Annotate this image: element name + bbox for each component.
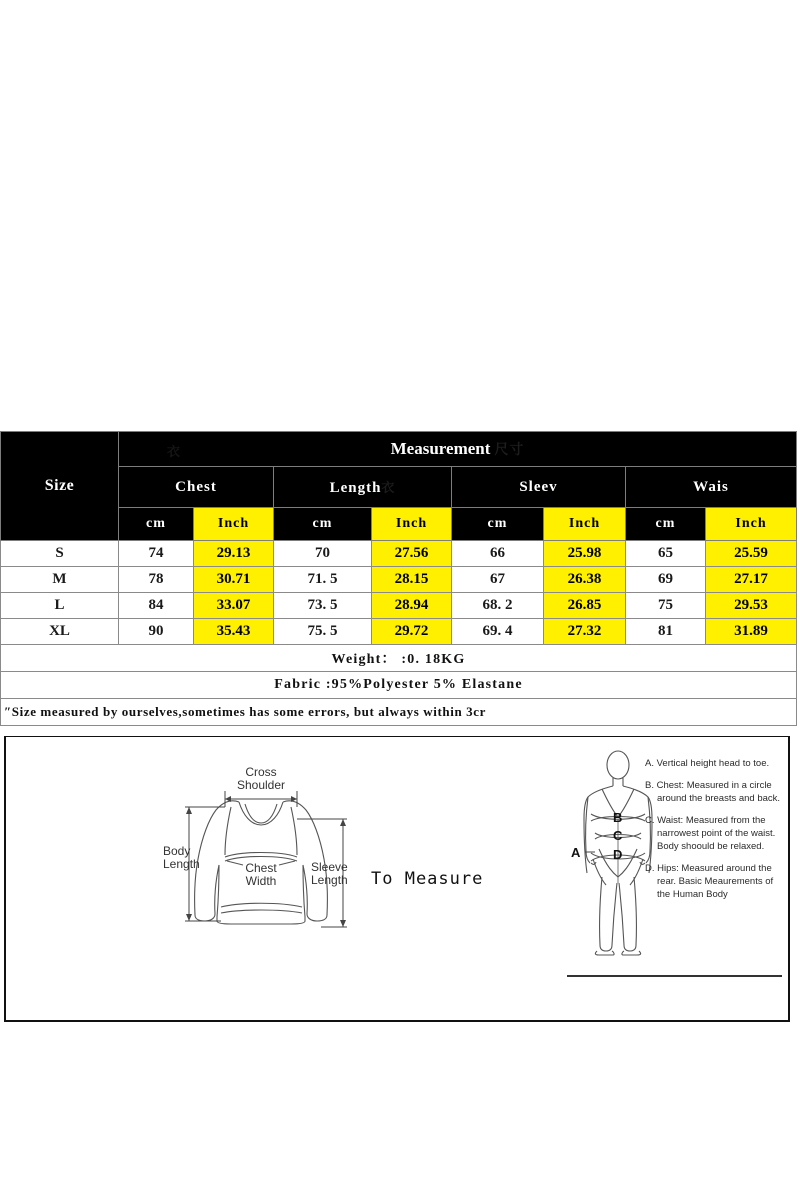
header-group-length (274, 467, 452, 508)
body-measurement-legend (645, 757, 785, 901)
legend-item-d: D. Hips: Measured around the rear. Basic Meaurements of the Human Body (645, 863, 774, 900)
cell-sleeve-inch: 26.38 (544, 567, 626, 593)
cell-chest-inch: 30.71 (194, 567, 274, 593)
table-header-row-groups (1, 467, 797, 508)
measurement-guide-panel (4, 736, 790, 1022)
label-sleeve-length-line2: Length (311, 873, 348, 887)
cell-length-cm: 71. 5 (274, 567, 372, 593)
cell-chest-cm: 84 (119, 593, 194, 619)
header-group-chest-label: Chest (175, 478, 217, 495)
cell-size: L (1, 593, 119, 619)
cell-waist-cm: 65 (626, 541, 706, 567)
disclaimer-row (1, 699, 797, 726)
header-unit-sleeve-inch: Inch (544, 508, 626, 541)
body-marker-a: A (571, 845, 581, 860)
header-unit-waist-inch: Inch (706, 508, 797, 541)
label-sleeve-length-line1: Sleeve (311, 860, 348, 874)
label-cross-shoulder-line1: Cross (245, 765, 277, 779)
table-row (1, 567, 797, 593)
cell-length-cm: 73. 5 (274, 593, 372, 619)
header-size: Size (1, 432, 119, 541)
label-chest-width-line2: Width (245, 874, 277, 888)
cell-waist-inch: 27.17 (706, 567, 797, 593)
header-unit-waist-cm: cm (626, 508, 706, 541)
header-unit-sleeve-cm: cm (452, 508, 544, 541)
table-row (1, 619, 797, 645)
cell-chest-cm: 90 (119, 619, 194, 645)
cell-sleeve-inch: 26.85 (544, 593, 626, 619)
size-chart-table-container (0, 431, 796, 726)
cell-chest-inch: 33.07 (194, 593, 274, 619)
cell-length-cm: 70 (274, 541, 372, 567)
cell-size: M (1, 567, 119, 593)
body-marker-c: C (613, 828, 623, 843)
disclaimer-text: ″Size measured by ourselves,sometimes has some errors, but always within 3cr (1, 699, 797, 726)
cell-waist-inch: 31.89 (706, 619, 797, 645)
size-chart-table (0, 431, 797, 726)
cell-sleeve-inch: 27.32 (544, 619, 626, 645)
to-measure-caption: To Measure (371, 869, 484, 889)
cell-chest-cm: 74 (119, 541, 194, 567)
label-body-length-line2: Length (163, 857, 200, 871)
header-group-chest (119, 467, 274, 508)
cell-sleeve-cm: 66 (452, 541, 544, 567)
label-chest-width-line1: Chest (245, 861, 277, 875)
cell-waist-cm: 69 (626, 567, 706, 593)
body-panel-baseline (567, 975, 782, 977)
cell-sleeve-cm: 68. 2 (452, 593, 544, 619)
cell-length-inch: 28.15 (372, 567, 452, 593)
cell-waist-inch: 29.53 (706, 593, 797, 619)
cell-length-inch: 29.72 (372, 619, 452, 645)
header-unit-length-inch: Inch (372, 508, 452, 541)
measurement-label: Measurement (390, 439, 491, 458)
cell-length-cm: 75. 5 (274, 619, 372, 645)
measurement-label-faint: 尺寸 (494, 442, 525, 458)
garment-measurement-diagram (161, 755, 361, 955)
cell-length-inch: 28.94 (372, 593, 452, 619)
body-marker-b: B (613, 810, 623, 825)
cell-length-inch: 27.56 (372, 541, 452, 567)
human-body-reference (563, 743, 789, 988)
header-group-waist (626, 467, 797, 508)
header-group-length-faint: 衣 (381, 480, 396, 495)
cell-waist-inch: 25.59 (706, 541, 797, 567)
header-unit-length-cm: cm (274, 508, 372, 541)
cell-chest-cm: 78 (119, 567, 194, 593)
legend-item-c: C. Waist: Measured from the narrowest point of the waist. Body shoould be relaxed. (645, 815, 776, 852)
legend-item-a: A. Vertical height head to toe. (645, 758, 770, 769)
cell-size: S (1, 541, 119, 567)
label-body-length-line1: Body (163, 844, 191, 858)
table-header-row-units (1, 508, 797, 541)
header-unit-chest-inch: Inch (194, 508, 274, 541)
measurement-ghost-char: 衣 (167, 445, 181, 460)
header-group-length-label: Length (329, 480, 382, 496)
fabric-text: Fabric :95%Polyester 5% Elastane (1, 672, 797, 699)
legend-item-b: B. Chest: Measured in a circle around the breasts and back. (645, 780, 781, 804)
table-row (1, 593, 797, 619)
cell-chest-inch: 29.13 (194, 541, 274, 567)
header-unit-chest-cm: cm (119, 508, 194, 541)
header-group-sleeve-label: Sleev (519, 478, 558, 495)
weight-text: Weight： :0. 18KG (1, 645, 797, 672)
header-group-sleeve (452, 467, 626, 508)
fabric-row (1, 672, 797, 699)
weight-row (1, 645, 797, 672)
label-cross-shoulder-line2: Shoulder (236, 778, 286, 792)
header-measurement (119, 432, 797, 467)
header-group-waist-label: Wais (693, 478, 729, 495)
cell-waist-cm: 81 (626, 619, 706, 645)
cell-chest-inch: 35.43 (194, 619, 274, 645)
table-row (1, 541, 797, 567)
cell-sleeve-cm: 69. 4 (452, 619, 544, 645)
cell-waist-cm: 75 (626, 593, 706, 619)
body-marker-d: D (613, 847, 623, 862)
cell-size: XL (1, 619, 119, 645)
table-header-row-title (1, 432, 797, 467)
cell-sleeve-cm: 67 (452, 567, 544, 593)
cell-sleeve-inch: 25.98 (544, 541, 626, 567)
